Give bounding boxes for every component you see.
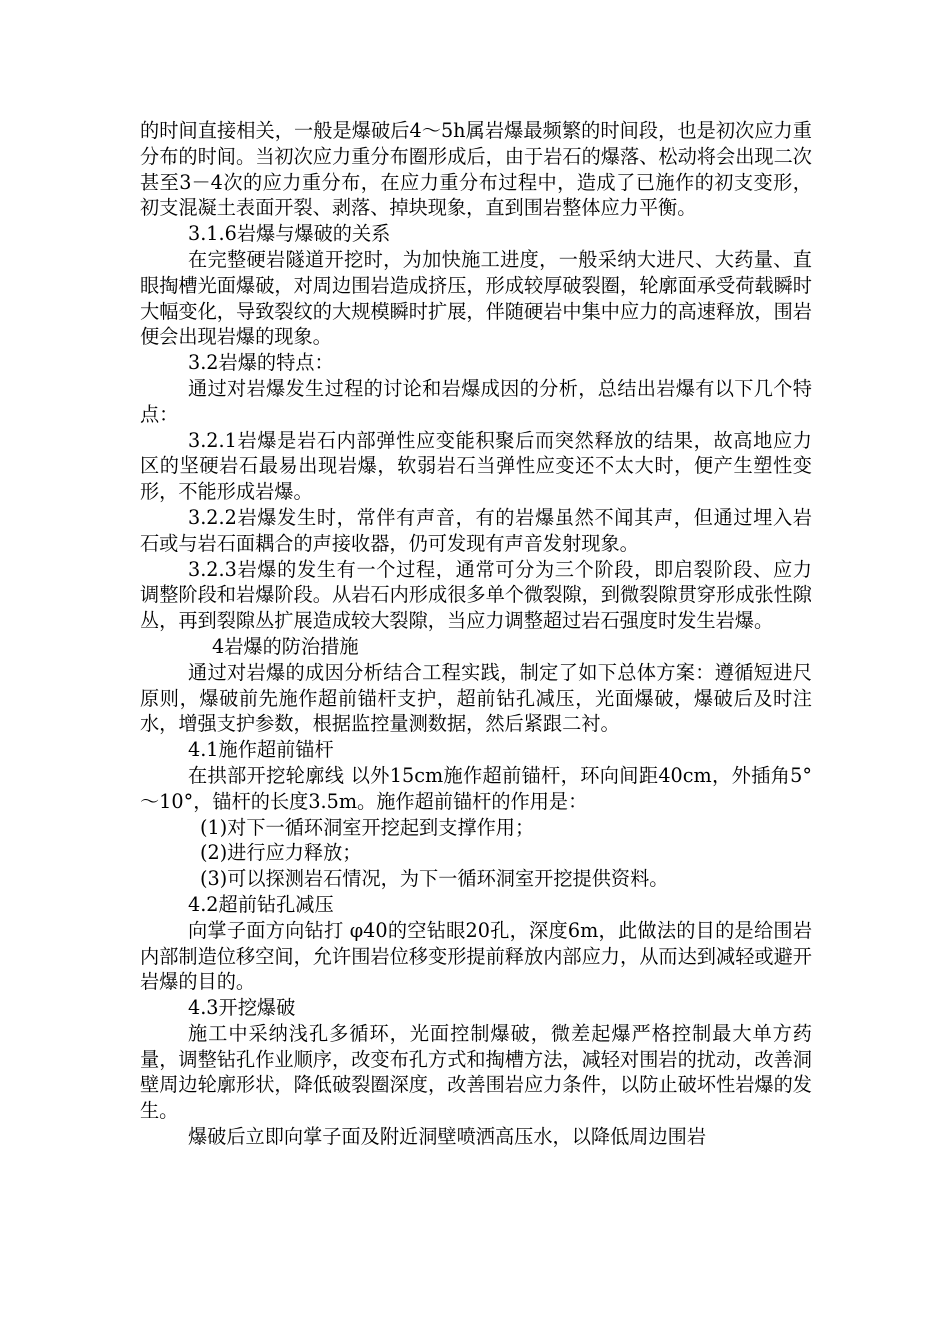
list-item: (3)可以探测岩石情况，为下一循环洞室开挖提供资料。 (200, 867, 669, 891)
paragraph: 通过对岩爆的成因分析结合工程实践，制定了如下总体方案：遵循短进尺原则，爆破前先施作超前锚杆支护，超前钻孔减压，光面爆破，爆破后及时注水，增强支护参数，根据监控量测数据，然后紧跟二衬。 (140, 660, 812, 736)
paragraph: 施工中采纳浅孔多循环，光面控制爆破，微差起爆严格控制最大单方药量，调整钻孔作业顺序，改变布孔方式和掏槽方法，减轻对围岩的扰动，改善洞壁周边轮廓形状，降低破裂圈深度，改善围岩应力条件，以防止破坏性岩爆的发生。 (140, 1021, 812, 1123)
section-heading-3-1-6: 3.1.6岩爆与爆破的关系 (188, 222, 391, 246)
section-heading-4-2: 4.2超前钻孔减压 (188, 892, 334, 916)
section-heading-4-3: 4.3开挖爆破 (188, 996, 296, 1020)
paragraph: 在拱部开挖轮廓线 以外15cm施作超前锚杆，环向间距40cm，外插角5°～10°，锚杆的长度3.5m。施作超前锚杆的作用是： (140, 763, 812, 813)
paragraph-3-2-3: 3.2.3岩爆的发生有一个过程，通常可分为三个阶段，即启裂阶段、应力调整阶段和岩爆阶段。从岩石内形成很多单个微裂隙，到微裂隙贯穿形成张性隙丛，再到裂隙丛扩展造成较大裂隙，当应力调整超过岩石强度时发生岩爆。 (140, 557, 812, 633)
section-heading-4-1: 4.1施作超前锚杆 (188, 738, 334, 762)
list-item: (2)进行应力释放； (200, 841, 362, 865)
paragraph: 的时间直接相关，一般是爆破后4～5h属岩爆最频繁的时间段，也是初次应力重分布的时间。当初次应力重分布圈形成后，由于岩石的爆落、松动将会出现二次甚至3－4次的应力重分布，在应力重分布过程中，造成了已施作的初支变形，初支混凝土表面开裂、剥落、掉块现象，直到围岩整体应力平衡。 (140, 119, 812, 220)
paragraph: 向掌子面方向钻打 φ40的空钻眼20孔，深度6m，此做法的目的是给围岩内部制造位移空间，允许围岩位移变形提前释放内部应力，从而达到减轻或避开岩爆的目的。 (140, 918, 813, 994)
paragraph-3-2-1: 3.2.1岩爆是岩石内部弹性应变能积聚后而突然释放的结果，故高地应力区的坚硬岩石最易出现岩爆，软弱岩石当弹性应变还不太大时，便产生塑性变形，不能形成岩爆。 (140, 428, 812, 504)
paragraph-3-2-2: 3.2.2岩爆发生时，常伴有声音，有的岩爆虽然不闻其声，但通过埋入岩石或与岩石面耦合的声接收器，仍可发现有声音发射现象。 (140, 505, 812, 555)
section-heading-4: 4岩爆的防治措施 (212, 634, 359, 658)
paragraph: 爆破后立即向掌子面及附近洞壁喷洒高压水，以降低周边围岩 (188, 1125, 707, 1149)
paragraph: 通过对岩爆发生过程的讨论和岩爆成因的分析，总结出岩爆有以下几个特点： (140, 376, 812, 426)
list-item: (1)对下一循环洞室开挖起到支撑作用； (200, 815, 535, 839)
paragraph: 在完整硬岩隧道开挖时，为加快施工进度，一般采纳大进尺、大药量、直眼掏槽光面爆破，对周边围岩造成挤压，形成较厚破裂圈，轮廓面承受荷载瞬时大幅变化，导致裂纹的大规模瞬时扩展，伴随硬岩中集中应力的高速释放，围岩便会出现岩爆的现象。 (140, 247, 812, 349)
document-body (140, 118, 812, 1150)
section-heading-3-2: 3.2岩爆的特点： (188, 351, 334, 375)
